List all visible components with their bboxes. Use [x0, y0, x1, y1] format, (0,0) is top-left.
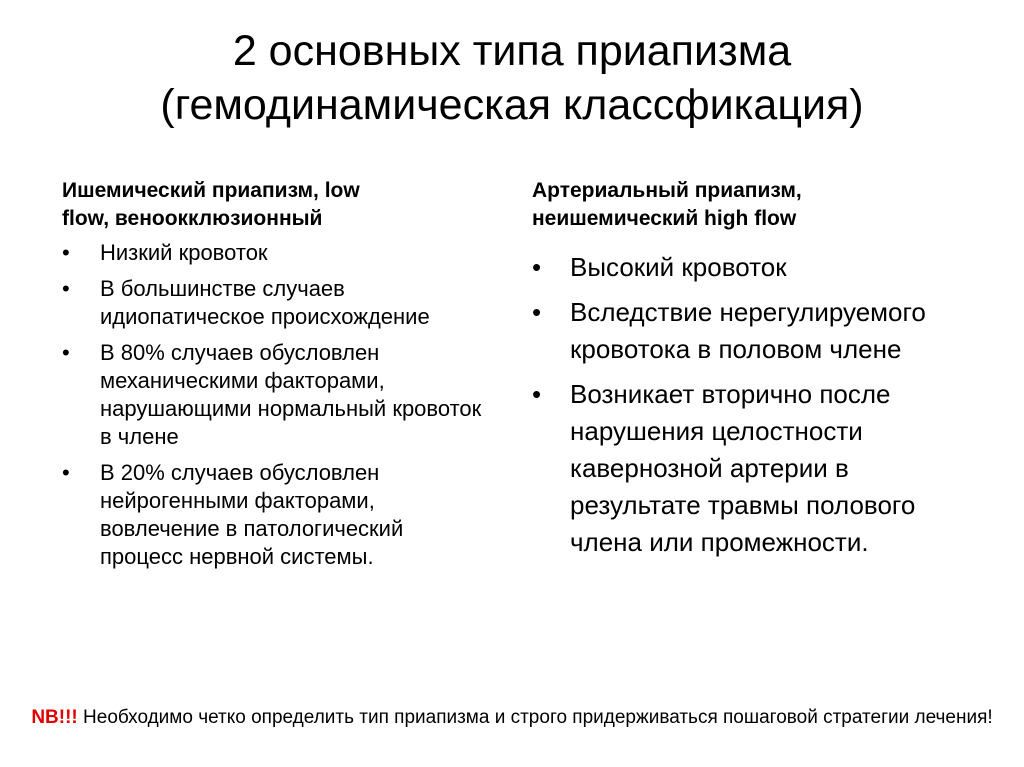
list-item [532, 294, 977, 368]
ischemic-heading [62, 177, 492, 233]
nb-note [10, 703, 1014, 733]
ischemic-list [62, 239, 492, 571]
list-item [62, 239, 492, 267]
arterial-heading-line-2: неишемический high flow [532, 207, 797, 230]
list-item-text: В большинстве случаев идиопатическое происхождение [100, 276, 430, 329]
ischemic-column [62, 177, 492, 579]
nb-label: NB!!! [31, 707, 78, 728]
bullet-icon: • [62, 460, 70, 485]
ischemic-heading-line-1: Ишемический приапизм, low [62, 179, 360, 202]
slide-title [40, 24, 984, 132]
list-item [532, 249, 977, 286]
bullet-icon: • [532, 379, 542, 409]
list-item-text: Высокий кровоток [570, 252, 787, 282]
bullet-icon: • [532, 297, 542, 327]
list-item [62, 459, 492, 571]
nb-text: Необходимо четко определить тип приапизма и строго придерживаться пошаговой стратегии лечения! [77, 707, 993, 728]
list-item [62, 339, 492, 451]
list-item [532, 376, 977, 561]
bullet-icon: • [62, 276, 70, 301]
ischemic-heading-line-2: flow, веноокклюзионный [62, 207, 323, 230]
list-item-text: Низкий кровоток [100, 240, 268, 265]
list-item-text: Возникает вторично после нарушения целостности кавернозной артерии в результате травмы полового члена или промежности. [570, 379, 916, 557]
list-item-text: Вследствие нерегулируемого кровотока в половом члене [570, 297, 926, 364]
slide-title-line-2: (гемодинамическая классфикация) [160, 81, 864, 129]
slide-title-line-1: 2 основных типа приапизма [232, 27, 792, 75]
bullet-icon: • [532, 252, 542, 282]
arterial-heading-line-1: Артериальный приапизм, [532, 179, 802, 202]
arterial-heading [532, 177, 977, 233]
bullet-icon: • [62, 240, 70, 265]
bullet-icon: • [62, 340, 70, 365]
list-item [62, 275, 492, 331]
arterial-list [532, 249, 977, 561]
list-item-text: В 80% случаев обусловлен механическими факторами, нарушающими нормальный кровоток в члене [100, 340, 482, 449]
arterial-column [532, 177, 977, 569]
list-item-text: В 20% случаев обусловлен нейрогенными факторами, вовлечение в патологический процесс нервной системы. [100, 460, 404, 569]
